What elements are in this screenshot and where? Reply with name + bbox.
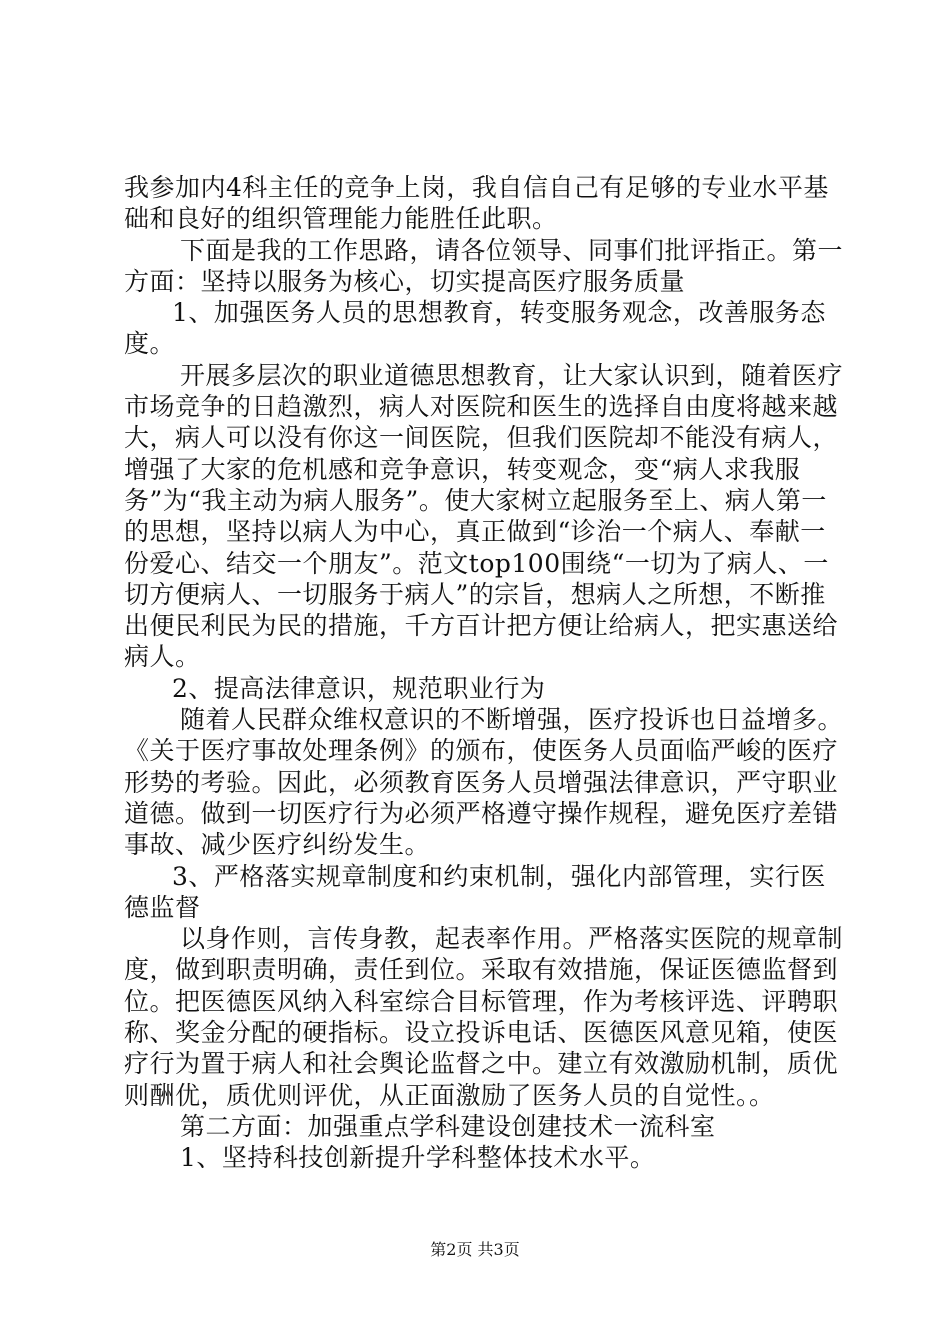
paragraph-item-1: 1、加强医务人员的思想教育，转变服务观念，改善服务态度。: [124, 298, 826, 359]
paragraph-work-ideas: 下面是我的工作思路，请各位领导、同事们批评指正。第一方面：坚持以服务为核心，切实提高医疗服务质量: [124, 235, 844, 296]
document-body: [124, 172, 850, 1174]
paragraph-section-two-item-1: 1、坚持科技创新提升学科整体技术水平。: [180, 1143, 656, 1173]
paragraph-ethics-education: 开展多层次的职业道德思想教育，让大家认识到，随着医疗市场竞争的日趋激烈，病人对医院和医生的选择自由度将越来越大，病人可以没有你这一间医院，但我们医院却不能没有病人，增强了大家的危机感和竞争意识，转变观念，变“病人求我服务”为“我主动为病人服务”。使大家树立起服务至上、病人第一的思想，坚持以病人为中心，真正做到“诊治一个病人、奉献一份爱心、结交一个朋友”。范文top100围绕“一切为了病人、一切方便病人、一切服务于病人”的宗旨，想病人之所想，不断推出便民利民为民的措施，千方百计把方便让给病人，把实惠送给病人。: [124, 360, 844, 672]
paragraph-legal-awareness: 随着人民群众维权意识的不断增强，医疗投诉也日益增多。《关于医疗事故处理条例》的颁布，使医务人员面临严峻的医疗形势的考验。因此，必须教育医务人员增强法律意识，严守职业道德。做到一切医疗行为必须严格遵守操作规程，避免医疗差错事故、减少医疗纠纷发生。: [124, 705, 844, 860]
paragraph-intro: 我参加内4科主任的竞争上岗，我自信自己有足够的专业水平基础和良好的组织管理能力能胜任此职。: [124, 173, 829, 234]
paragraph-supervision: 以身作则，言传身教，起表率作用。严格落实医院的规章制度，做到职责明确，责任到位。采取有效措施，保证医德监督到位。把医德医风纳入科室综合目标管理，作为考核评选、评聘职称、奖金分配的硬指标。设立投诉电话、医德医风意见箱，使医疗行为置于病人和社会舆论监督之中。建立有效激励机制，质优则酬优，质优则评优，从正面激励了医务人员的自觉性。。: [124, 924, 844, 1110]
page-footer: 第2页 共3页: [430, 1240, 520, 1259]
paragraph-item-3: 3、严格落实规章制度和约束机制，强化内部管理，实行医德监督: [124, 861, 826, 922]
paragraph-section-two: 第二方面：加强重点学科建设创建技术一流科室: [180, 1111, 716, 1141]
paragraph-item-2: 2、提高法律意识，规范职业行为: [172, 673, 546, 703]
